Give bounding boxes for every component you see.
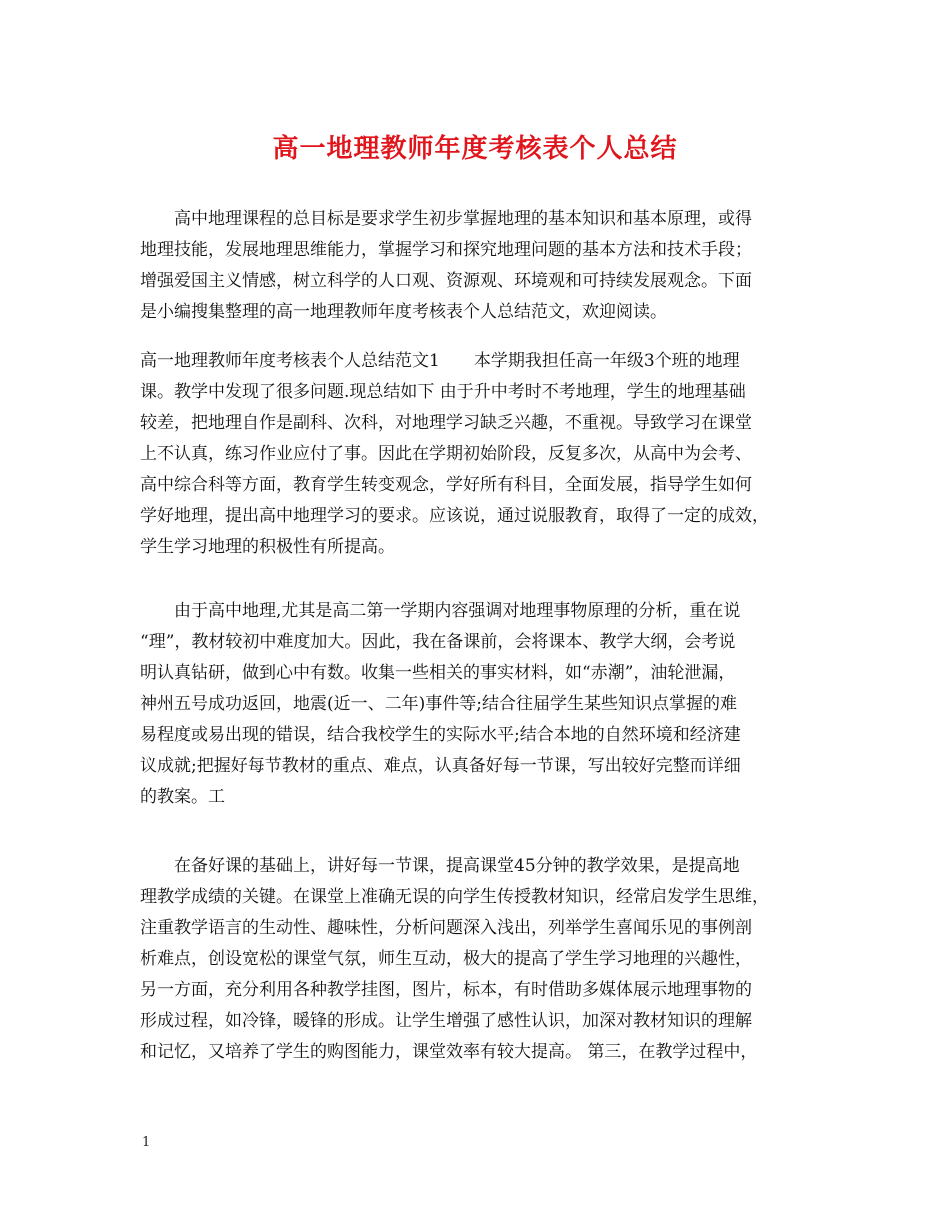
paragraph-line: 由于高中地理,尤其是高二第一学期内容强调对地理事物原理的分析，重在说 — [140, 601, 741, 621]
paragraph-line: 另一方面，充分利用各种教学挂图，图片，标本，有时借助多媒体展示地理事物的 — [140, 980, 752, 1000]
paragraph-line: 议成就;把握好每节教材的重点、难点，认真备好每一节课，写出较好完整而详细 — [140, 756, 741, 776]
paragraph-line: 增强爱国主义情感，树立科学的人口观、资源观、环境观和可持续发展观念。下面 — [140, 271, 752, 291]
paragraph-line: 的教案。工 — [140, 787, 225, 807]
paragraph-line: 高中综合科等方面，教育学生转变观念，学好所有科目，全面发展，指导学生如何 — [140, 475, 752, 495]
paragraph-line: 课。教学中发现了很多问题.现总结如下 由于升中考时不考地理，学生的地理基础 — [140, 382, 746, 402]
paragraph-line: 学好地理，提出高中地理学习的要求。应该说，通过说服教育，取得了一定的成效， — [140, 506, 769, 526]
paragraph-line: 高一地理教师年度考核表个人总结范文1 本学期我担任高一年级3个班的地理 — [140, 351, 740, 371]
paragraph-line: 神州五号成功返回，地震(近一、二年)事件等;结合往届学生某些知识点掌握的难 — [140, 694, 737, 714]
paragraph-line: 较差，把地理自作是副科、次科，对地理学习缺乏兴趣，不重视。导致学习在课堂 — [140, 413, 752, 433]
document-title: 高一地理教师年度考核表个人总结 — [272, 134, 678, 164]
paragraph-line: 学生学习地理的积极性有所提高。 — [140, 537, 395, 557]
paragraph-2 — [140, 346, 830, 563]
paragraph-1 — [140, 204, 830, 328]
paragraph-line: 上不认真，练习作业应付了事。因此在学期初始阶段，反复多次，从高中为会考、 — [140, 444, 752, 464]
paragraph-line: “理”，教材较初中难度加大。因此，我在备课前，会将课本、教学大纲，会考说 — [140, 632, 736, 652]
paragraph-line: 和记忆，又培养了学生的购图能力，课堂效率有较大提高。 第三，在教学过程中， — [140, 1042, 758, 1062]
page-number: 1 — [142, 1135, 151, 1150]
paragraph-line: 是小编搜集整理的高一地理教师年度考核表个人总结范文，欢迎阅读。 — [140, 302, 667, 322]
paragraph-line: 理教学成绩的关键。在课堂上准确无误的向学生传授教材知识，经常启发学生思维， — [140, 887, 769, 907]
paragraph-line: 形成过程，如冷锋，暖锋的形成。让学生增强了感性认识，加深对教材知识的理解 — [140, 1011, 752, 1031]
paragraph-line: 高中地理课程的总目标是要求学生初步掌握地理的基本知识和基本原理，或得 — [140, 209, 752, 229]
paragraph-line: 明认真钻研，做到心中有数。收集一些相关的事实材料，如“赤潮”，油轮泄漏， — [140, 663, 736, 683]
paragraph-line: 易程度或易出现的错误，结合我校学生的实际水平;结合本地的自然环境和经济建 — [140, 725, 741, 745]
paragraph-line: 析难点，创设宽松的课堂气氛，师生互动，极大的提高了学生学习地理的兴趣性， — [140, 949, 752, 969]
paragraph-3 — [140, 596, 830, 813]
paragraph-line: 地理技能，发展地理思维能力，掌握学习和探究地理问题的基本方法和技术手段； — [140, 240, 752, 260]
paragraph-4 — [140, 851, 830, 1068]
paragraph-line: 注重教学语言的生动性、趣味性，分析问题深入浅出，列举学生喜闻乐见的事例剖 — [140, 918, 752, 938]
paragraph-line: 在备好课的基础上，讲好每一节课，提高课堂45分钟的教学效果，是提高地 — [140, 856, 740, 876]
